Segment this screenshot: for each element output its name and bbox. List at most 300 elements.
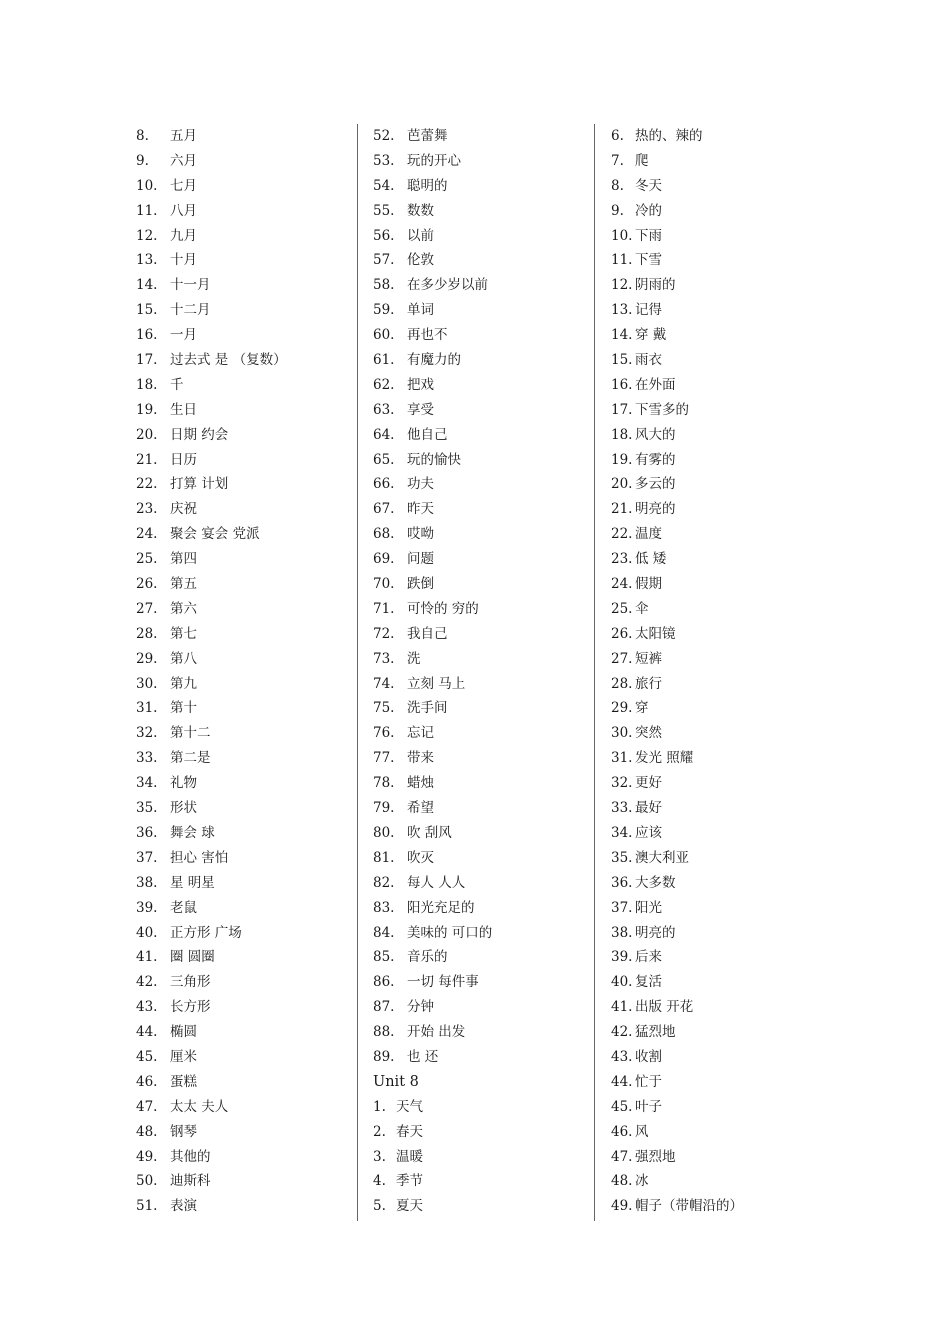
item-meaning: 圈 圆圈 <box>170 949 215 966</box>
item-number: 3. <box>373 1148 386 1165</box>
item-number: 26. <box>611 625 633 642</box>
vocab-item <box>373 1120 588 1145</box>
item-number: 25. <box>611 600 633 617</box>
item-meaning: 下雪多的 <box>635 401 689 418</box>
vocab-item <box>136 323 351 348</box>
vocab-item <box>373 199 588 224</box>
item-number: 56. <box>373 227 395 244</box>
vocab-item <box>373 746 588 771</box>
item-number: 43. <box>611 1048 633 1065</box>
item-number: 33. <box>136 750 158 767</box>
item-meaning: 单词 <box>407 302 434 319</box>
vocab-item <box>611 472 851 497</box>
vocab-item <box>136 1020 351 1045</box>
item-meaning: 过去式 是 （复数） <box>170 352 287 369</box>
vocab-column-2 <box>373 124 588 1219</box>
vocab-item <box>373 472 588 497</box>
item-meaning: 功夫 <box>407 476 434 493</box>
item-meaning: 伦敦 <box>407 252 434 269</box>
item-number: 9. <box>611 202 624 219</box>
item-number: 15. <box>136 302 158 319</box>
item-number: 86. <box>373 974 395 991</box>
item-number: 13. <box>611 302 633 319</box>
vocab-item <box>611 423 851 448</box>
item-meaning: 猛烈地 <box>635 1024 676 1041</box>
item-number: 32. <box>136 725 158 742</box>
vocab-item <box>136 497 351 522</box>
item-meaning: 七月 <box>170 177 197 194</box>
item-number: 19. <box>136 401 158 418</box>
item-meaning: 享受 <box>407 401 434 418</box>
vocab-item <box>136 1095 351 1120</box>
vocab-item <box>136 1169 351 1194</box>
item-number: 14. <box>611 327 633 344</box>
item-number: 44. <box>136 1024 158 1041</box>
item-number: 4. <box>373 1173 386 1190</box>
vocab-item <box>611 248 851 273</box>
vocab-item <box>136 771 351 796</box>
item-number: 82. <box>373 874 395 891</box>
item-number: 38. <box>136 874 158 891</box>
item-meaning: 一月 <box>170 327 197 344</box>
item-number: 31. <box>136 700 158 717</box>
vocab-item <box>611 497 851 522</box>
item-meaning: 温暖 <box>396 1148 423 1165</box>
item-number: 20. <box>136 426 158 443</box>
vocab-item <box>373 622 588 647</box>
vocab-item <box>136 721 351 746</box>
item-meaning: 打算 计划 <box>170 476 229 493</box>
item-number: 85. <box>373 949 395 966</box>
item-number: 47. <box>136 1098 158 1115</box>
vocab-item <box>373 398 588 423</box>
item-meaning: 立刻 马上 <box>407 675 466 692</box>
item-meaning: 旅行 <box>635 675 662 692</box>
item-meaning: 第十 <box>170 700 197 717</box>
vocab-item <box>611 995 851 1020</box>
item-number: 49. <box>611 1198 633 1215</box>
vocab-item <box>373 348 588 373</box>
vocab-item <box>136 174 351 199</box>
column-divider <box>594 124 595 1221</box>
vocab-item <box>611 124 851 149</box>
item-meaning: 星 明星 <box>170 874 215 891</box>
item-number: 79. <box>373 800 395 817</box>
item-meaning: 芭蕾舞 <box>407 128 448 144</box>
item-number: 10. <box>611 227 633 244</box>
item-number: 45. <box>611 1098 633 1115</box>
vocab-item <box>136 124 351 149</box>
item-number: 27. <box>136 600 158 617</box>
vocab-item <box>611 1045 851 1070</box>
item-number: 78. <box>373 775 395 792</box>
item-number: 17. <box>136 352 158 369</box>
item-meaning: 正方形 广场 <box>170 924 242 941</box>
item-meaning: 庆祝 <box>170 501 197 518</box>
item-number: 89. <box>373 1048 395 1065</box>
item-number: 61. <box>373 352 395 369</box>
item-meaning: 收割 <box>635 1048 662 1065</box>
vocab-item <box>611 1194 851 1219</box>
item-number: 24. <box>611 576 633 593</box>
item-number: 22. <box>611 526 633 543</box>
vocab-item <box>611 771 851 796</box>
item-number: 18. <box>611 426 633 443</box>
vocab-item <box>611 1070 851 1095</box>
vocab-item <box>373 1045 588 1070</box>
item-meaning: 钢琴 <box>170 1123 197 1140</box>
item-meaning: 美味的 可口的 <box>407 924 493 941</box>
item-number: 9. <box>136 152 149 169</box>
item-meaning: 热的、辣的 <box>635 128 703 144</box>
vocab-item <box>136 199 351 224</box>
item-meaning: 形状 <box>170 800 197 817</box>
item-meaning: 下雨 <box>635 227 662 244</box>
item-meaning: 玩的愉快 <box>407 451 461 468</box>
item-number: 34. <box>611 824 633 841</box>
item-meaning: 洗 <box>407 650 421 667</box>
vocab-item <box>373 522 588 547</box>
item-number: 51. <box>136 1198 158 1215</box>
item-meaning: 每人 人人 <box>407 874 466 891</box>
item-number: 60. <box>373 327 395 344</box>
vocab-item <box>136 149 351 174</box>
item-number: 16. <box>611 376 633 393</box>
vocab-item <box>611 572 851 597</box>
vocab-item <box>136 896 351 921</box>
item-number: 63. <box>373 401 395 418</box>
item-number: 21. <box>611 501 633 518</box>
vocab-list-unit8 <box>373 1095 588 1219</box>
vocab-item <box>611 921 851 946</box>
item-number: 49. <box>136 1148 158 1165</box>
vocab-item <box>373 149 588 174</box>
item-meaning: 六月 <box>170 152 197 169</box>
item-number: 80. <box>373 824 395 841</box>
vocab-item <box>373 547 588 572</box>
vocab-item <box>373 1095 588 1120</box>
item-meaning: 大多数 <box>635 874 676 891</box>
item-meaning: 音乐的 <box>407 949 448 966</box>
vocab-item <box>136 248 351 273</box>
item-number: 1. <box>373 1098 386 1115</box>
vocab-item <box>373 846 588 871</box>
item-number: 46. <box>611 1123 633 1140</box>
vocab-item <box>611 1095 851 1120</box>
vocab-item <box>611 622 851 647</box>
vocab-item <box>611 348 851 373</box>
vocab-item <box>136 1045 351 1070</box>
item-number: 88. <box>373 1024 395 1041</box>
vocab-item <box>373 597 588 622</box>
vocab-item <box>373 896 588 921</box>
vocab-item <box>136 846 351 871</box>
vocab-item <box>373 945 588 970</box>
vocab-item <box>373 124 588 149</box>
item-number: 29. <box>136 650 158 667</box>
vocab-item <box>611 547 851 572</box>
item-meaning: 记得 <box>635 302 662 319</box>
item-meaning: 澳大利亚 <box>635 849 689 866</box>
vocab-item <box>611 174 851 199</box>
item-meaning: 问题 <box>407 551 434 568</box>
vocab-item <box>373 871 588 896</box>
item-meaning: 带来 <box>407 750 434 767</box>
item-number: 54. <box>373 177 395 194</box>
vocab-item <box>611 696 851 721</box>
vocab-item <box>136 970 351 995</box>
item-meaning: 千 <box>170 376 184 393</box>
item-number: 13. <box>136 252 158 269</box>
item-meaning: 有雾的 <box>635 451 676 468</box>
item-number: 25. <box>136 551 158 568</box>
vocab-item <box>373 248 588 273</box>
vocab-item <box>136 871 351 896</box>
item-number: 20. <box>611 476 633 493</box>
item-number: 6. <box>611 128 624 144</box>
item-meaning: 他自己 <box>407 426 448 443</box>
item-meaning: 把戏 <box>407 376 434 393</box>
item-number: 74. <box>373 675 395 692</box>
item-meaning: 发光 照耀 <box>635 750 694 767</box>
item-meaning: 第五 <box>170 576 197 593</box>
item-meaning: 短裤 <box>635 650 662 667</box>
vocab-item <box>136 696 351 721</box>
item-meaning: 我自己 <box>407 625 448 642</box>
vocab-item <box>611 846 851 871</box>
item-meaning: 第六 <box>170 600 197 617</box>
vocab-item <box>373 921 588 946</box>
item-number: 14. <box>136 277 158 294</box>
vocab-item <box>136 448 351 473</box>
item-number: 47. <box>611 1148 633 1165</box>
item-meaning: 跌倒 <box>407 576 434 593</box>
item-number: 67. <box>373 501 395 518</box>
item-number: 18. <box>136 376 158 393</box>
vocab-item <box>136 373 351 398</box>
item-meaning: 更好 <box>635 775 662 792</box>
item-meaning: 聪明的 <box>407 177 448 194</box>
item-meaning: 哎呦 <box>407 526 434 543</box>
item-number: 28. <box>611 675 633 692</box>
item-number: 81. <box>373 849 395 866</box>
item-number: 41. <box>136 949 158 966</box>
vocab-item <box>373 497 588 522</box>
vocab-item <box>373 672 588 697</box>
vocab-item <box>611 398 851 423</box>
item-meaning: 强烈地 <box>635 1148 676 1165</box>
item-meaning: 夏天 <box>396 1198 423 1215</box>
item-number: 37. <box>611 899 633 916</box>
item-number: 11. <box>611 252 633 269</box>
vocab-item <box>611 945 851 970</box>
item-number: 57. <box>373 252 395 269</box>
vocab-item <box>136 298 351 323</box>
vocab-item <box>136 672 351 697</box>
item-number: 75. <box>373 700 395 717</box>
item-number: 27. <box>611 650 633 667</box>
item-number: 31. <box>611 750 633 767</box>
vocab-item <box>611 597 851 622</box>
vocab-item <box>611 1169 851 1194</box>
item-number: 23. <box>611 551 633 568</box>
item-meaning: 忙于 <box>635 1073 662 1090</box>
item-meaning: 以前 <box>407 227 434 244</box>
vocab-item <box>136 547 351 572</box>
vocab-item <box>136 572 351 597</box>
item-meaning: 第七 <box>170 625 197 642</box>
item-number: 11. <box>136 202 158 219</box>
item-meaning: 出版 开花 <box>635 999 694 1016</box>
item-number: 64. <box>373 426 395 443</box>
item-number: 84. <box>373 924 395 941</box>
vocab-item <box>373 1169 588 1194</box>
vocab-item <box>136 348 351 373</box>
item-number: 2. <box>373 1123 386 1140</box>
vocab-item <box>373 696 588 721</box>
item-meaning: 明亮的 <box>635 924 676 941</box>
item-meaning: 蛋糕 <box>170 1073 197 1090</box>
vocab-item <box>373 273 588 298</box>
vocab-item <box>373 373 588 398</box>
item-meaning: 第九 <box>170 675 197 692</box>
item-meaning: 玩的开心 <box>407 152 461 169</box>
vocab-item <box>373 821 588 846</box>
item-meaning: 厘米 <box>170 1048 197 1065</box>
vocab-item <box>611 821 851 846</box>
item-number: 30. <box>611 725 633 742</box>
vocab-item <box>373 298 588 323</box>
item-meaning: 日期 约会 <box>170 426 229 443</box>
vocab-item <box>136 522 351 547</box>
item-meaning: 雨衣 <box>635 352 662 369</box>
item-meaning: 一切 每件事 <box>407 974 479 991</box>
vocab-item <box>136 1070 351 1095</box>
vocab-item <box>611 522 851 547</box>
vocab-item <box>136 647 351 672</box>
item-meaning: 最好 <box>635 800 662 817</box>
item-meaning: 叶子 <box>635 1098 662 1115</box>
item-meaning: 温度 <box>635 526 662 543</box>
item-meaning: 迪斯科 <box>170 1173 211 1190</box>
item-number: 24. <box>136 526 158 543</box>
item-meaning: 在外面 <box>635 376 676 393</box>
vocab-item <box>136 821 351 846</box>
vocab-item <box>136 597 351 622</box>
item-meaning: 蜡烛 <box>407 775 434 792</box>
item-meaning: 春天 <box>396 1123 423 1140</box>
item-number: 41. <box>611 999 633 1016</box>
item-number: 43. <box>136 999 158 1016</box>
item-meaning: 第二是 <box>170 750 211 767</box>
vocab-item <box>136 622 351 647</box>
item-number: 40. <box>136 924 158 941</box>
vocab-item <box>611 896 851 921</box>
item-meaning: 数数 <box>407 202 434 219</box>
item-number: 10. <box>136 177 158 194</box>
item-meaning: 穿 戴 <box>635 327 667 344</box>
item-meaning: 冷的 <box>635 202 662 219</box>
item-meaning: 太太 夫人 <box>170 1098 229 1115</box>
item-meaning: 风大的 <box>635 426 676 443</box>
vocab-item <box>611 224 851 249</box>
item-number: 19. <box>611 451 633 468</box>
item-number: 42. <box>611 1024 633 1041</box>
vocab-item <box>373 995 588 1020</box>
vocab-item <box>136 273 351 298</box>
vocab-item <box>611 970 851 995</box>
item-number: 52. <box>373 128 395 144</box>
vocab-item <box>611 1120 851 1145</box>
item-meaning: 吹 刮风 <box>407 824 452 841</box>
item-meaning: 第十二 <box>170 725 211 742</box>
item-number: 12. <box>136 227 158 244</box>
vocab-item <box>136 921 351 946</box>
item-number: 46. <box>136 1073 158 1090</box>
item-meaning: 忘记 <box>407 725 434 742</box>
vocab-item <box>611 273 851 298</box>
vocab-item <box>611 672 851 697</box>
item-meaning: 希望 <box>407 800 434 817</box>
item-number: 40. <box>611 974 633 991</box>
vocab-item <box>611 373 851 398</box>
item-number: 36. <box>611 874 633 891</box>
item-meaning: 伞 <box>635 600 649 617</box>
item-number: 30. <box>136 675 158 692</box>
item-number: 87. <box>373 999 395 1016</box>
item-meaning: 应该 <box>635 824 662 841</box>
item-number: 42. <box>136 974 158 991</box>
item-number: 7. <box>611 152 624 169</box>
vocab-item <box>611 746 851 771</box>
item-meaning: 阳光充足的 <box>407 899 475 916</box>
item-meaning: 后来 <box>635 949 662 966</box>
vocab-item <box>136 224 351 249</box>
item-meaning: 突然 <box>635 725 662 742</box>
item-number: 62. <box>373 376 395 393</box>
item-meaning: 洗手间 <box>407 700 448 717</box>
vocab-item <box>373 174 588 199</box>
item-meaning: 天气 <box>396 1098 423 1115</box>
item-number: 71. <box>373 600 395 617</box>
item-meaning: 季节 <box>396 1173 423 1190</box>
item-meaning: 生日 <box>170 401 197 418</box>
item-meaning: 可怜的 穷的 <box>407 600 479 617</box>
item-number: 39. <box>136 899 158 916</box>
item-meaning: 多云的 <box>635 476 676 493</box>
item-number: 35. <box>611 849 633 866</box>
item-number: 8. <box>136 128 149 144</box>
item-meaning: 五月 <box>170 128 197 144</box>
item-number: 45. <box>136 1048 158 1065</box>
vocab-item <box>373 448 588 473</box>
item-number: 26. <box>136 576 158 593</box>
vocab-item <box>611 871 851 896</box>
vocab-item <box>136 746 351 771</box>
item-number: 15. <box>611 352 633 369</box>
vocab-item <box>136 995 351 1020</box>
vocab-column-3 <box>611 124 851 1219</box>
item-number: 34. <box>136 775 158 792</box>
item-meaning: 明亮的 <box>635 501 676 518</box>
item-meaning: 十二月 <box>170 302 211 319</box>
item-number: 29. <box>611 700 633 717</box>
item-meaning: 老鼠 <box>170 899 197 916</box>
item-number: 53. <box>373 152 395 169</box>
vocab-item <box>136 398 351 423</box>
item-number: 28. <box>136 625 158 642</box>
item-meaning: 下雪 <box>635 252 662 269</box>
